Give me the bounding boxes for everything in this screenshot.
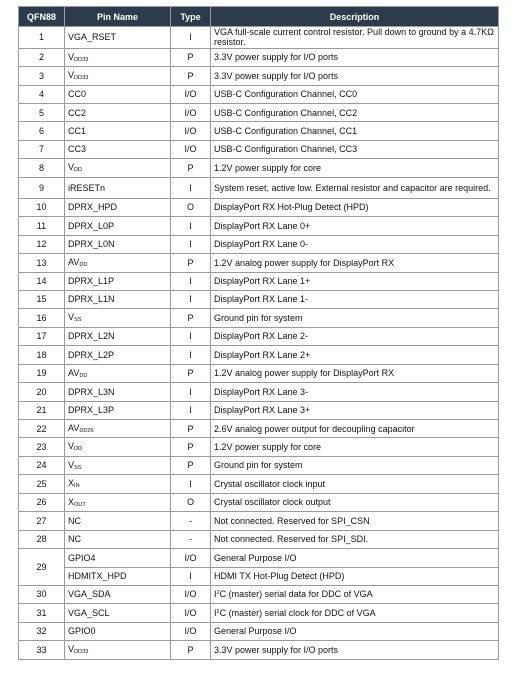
pin-name-text: AV — [68, 367, 80, 378]
description-text: USB-C Configuration Channel, CC2 — [214, 107, 358, 118]
pin-number-cell: 9 — [19, 177, 65, 198]
pin-description-cell — [211, 198, 499, 216]
description-text: Not connected. Reserved for SPI_SDI. — [214, 534, 369, 545]
table-row — [19, 290, 499, 308]
pin-type-cell: I/O — [171, 104, 211, 122]
description-text: DisplayPort RX Lane 3- — [214, 386, 309, 397]
pin-description-cell — [211, 420, 499, 438]
pin-type-cell: P — [171, 364, 211, 382]
pin-name-cell — [65, 420, 171, 438]
pin-description-cell — [211, 327, 499, 345]
pin-description-cell — [211, 585, 499, 603]
description-text: DisplayPort RX Lane 1- — [214, 294, 309, 305]
pin-type-cell: - — [171, 530, 211, 548]
pin-type-cell: I/O — [171, 140, 211, 158]
pin-name-subscript: DD — [79, 262, 88, 269]
pin-type-cell: P — [171, 48, 211, 66]
description-text: 3.3V power supply for I/O ports — [214, 52, 339, 63]
pin-number-cell: 31 — [19, 604, 65, 622]
table-row — [19, 549, 499, 567]
pin-name-text: CC0 — [68, 89, 87, 100]
pin-type-cell: I — [171, 475, 211, 493]
pin-description-cell — [211, 604, 499, 622]
description-text: Crystal oscillator clock output — [214, 497, 331, 508]
description-text: DisplayPort RX Lane 3+ — [214, 405, 311, 416]
pin-number-cell: 15 — [19, 290, 65, 308]
description-text-rest: C (master) serial clock for DDC of VGA — [219, 607, 376, 618]
pin-name-cell — [65, 622, 171, 640]
table-row — [19, 177, 499, 198]
pin-number-cell: 21 — [19, 401, 65, 419]
pin-number-cell: 14 — [19, 272, 65, 290]
pin-description-cell — [211, 401, 499, 419]
description-text: 3.3V power supply for I/O ports — [214, 70, 339, 81]
pin-name-text: V — [68, 459, 75, 470]
description-text: USB-C Configuration Channel, CC1 — [214, 125, 358, 136]
pin-name-cell — [65, 604, 171, 622]
pin-name-cell — [65, 346, 171, 364]
description-text: DisplayPort RX Lane 0- — [214, 239, 309, 250]
pin-type-cell: P — [171, 159, 211, 177]
table-row — [19, 122, 499, 140]
pin-name-text: AV — [68, 257, 80, 268]
description-text: General Purpose I/O — [214, 552, 297, 563]
pin-name-subscript: DD26 — [79, 428, 94, 434]
table-row — [19, 104, 499, 122]
pin-number-cell: 25 — [19, 475, 65, 493]
pin-description-cell — [211, 438, 499, 456]
pin-number-cell: 26 — [19, 493, 65, 511]
pin-name-cell — [65, 475, 171, 493]
pin-description-cell — [211, 104, 499, 122]
pin-name-text: X — [68, 478, 75, 489]
pin-description-cell — [211, 383, 499, 401]
description-text: HDMI TX Hot-Plug Detect (HPD) — [214, 571, 345, 582]
pin-description-table — [18, 6, 499, 660]
pin-number-cell: 20 — [19, 383, 65, 401]
pin-number-cell: 17 — [19, 327, 65, 345]
table-row — [19, 493, 499, 511]
description-text: 3.3V power supply for I/O ports — [214, 644, 339, 655]
pin-description-cell — [211, 456, 499, 474]
pin-name-text: HDMITX_HPD — [68, 571, 127, 582]
pin-name-cell — [65, 309, 171, 327]
pin-type-cell: I — [171, 327, 211, 345]
pin-type-cell: I — [171, 272, 211, 290]
pin-name-text: GPIO0 — [68, 626, 96, 637]
pin-type-cell: I — [171, 567, 211, 585]
table-row — [19, 85, 499, 103]
table-row — [19, 364, 499, 382]
table-row — [19, 401, 499, 419]
pin-type-cell: O — [171, 493, 211, 511]
description-text: Ground pin for system — [214, 312, 303, 323]
pin-number-cell: 1 — [19, 27, 65, 49]
pin-description-cell — [211, 235, 499, 253]
pin-number-cell: 6 — [19, 122, 65, 140]
pin-name-text: V — [68, 644, 75, 655]
pin-description-cell — [211, 622, 499, 640]
pin-type-cell: I — [171, 235, 211, 253]
pin-name-text: DPRX_HPD — [68, 202, 118, 213]
pin-type-cell: I/O — [171, 585, 211, 603]
pin-name-cell — [65, 198, 171, 216]
pin-name-text: AV — [68, 423, 80, 433]
pin-name-subscript: SS — [74, 464, 82, 471]
pin-description-cell — [211, 530, 499, 548]
description-text: USB-C Configuration Channel, CC3 — [214, 144, 358, 155]
pin-name-cell — [65, 235, 171, 253]
pin-name-text: DPRX_L0P — [68, 220, 115, 231]
pin-number-cell: 18 — [19, 346, 65, 364]
pin-name-cell — [65, 48, 171, 66]
pin-name-text: iRESETn — [68, 182, 106, 193]
description-text: DisplayPort RX Lane 1+ — [214, 276, 311, 287]
pin-number-cell: 3 — [19, 67, 65, 85]
pin-name-subscript: DD — [74, 446, 83, 453]
pin-type-cell: I/O — [171, 604, 211, 622]
pin-name-subscript: DD — [74, 167, 83, 174]
table-row — [19, 159, 499, 177]
description-text: DisplayPort RX Lane 0+ — [214, 220, 311, 231]
pin-name-text: CC2 — [68, 107, 87, 118]
table-row — [19, 254, 499, 272]
pin-name-cell — [65, 217, 171, 235]
pin-name-cell — [65, 383, 171, 401]
pin-type-cell: P — [171, 309, 211, 327]
table-row — [19, 585, 499, 603]
pin-number-cell: 16 — [19, 309, 65, 327]
pin-name-cell — [65, 290, 171, 308]
pin-number-cell: 4 — [19, 85, 65, 103]
pin-description-cell — [211, 122, 499, 140]
table-row — [19, 383, 499, 401]
table-row — [19, 622, 499, 640]
pin-type-cell: I — [171, 27, 211, 49]
pin-type-cell: I — [171, 346, 211, 364]
pin-description-cell — [211, 177, 499, 198]
pin-number-cell: 23 — [19, 438, 65, 456]
pin-type-cell: I/O — [171, 622, 211, 640]
pin-name-subscript: OUT — [74, 501, 86, 508]
description-text: USB-C Configuration Channel, CC0 — [214, 89, 358, 100]
pin-number-cell: 11 — [19, 217, 65, 235]
pin-name-cell — [65, 493, 171, 511]
pin-name-text: VGA_SDA — [68, 589, 111, 600]
pin-number-cell: 22 — [19, 420, 65, 438]
pin-description-cell — [211, 493, 499, 511]
pin-number-cell: 7 — [19, 140, 65, 158]
table-header-row — [19, 7, 499, 27]
pin-name-cell — [65, 549, 171, 567]
pin-description-cell — [211, 217, 499, 235]
pin-name-cell — [65, 67, 171, 85]
pin-name-cell — [65, 177, 171, 198]
description-text: 2.6V analog power output for decoupling capacitor — [214, 423, 415, 434]
pin-number-cell: 12 — [19, 235, 65, 253]
description-superscript: 2 — [216, 608, 220, 615]
pin-name-text: VGA_RSET — [68, 32, 117, 43]
table-row — [19, 604, 499, 622]
pin-name-subscript: DD — [79, 372, 88, 379]
header-type: Type — [171, 7, 211, 27]
pin-number-cell: 2 — [19, 48, 65, 66]
pin-name-text: V — [68, 312, 75, 323]
description-text: I — [214, 589, 217, 600]
pin-name-text: NC — [68, 515, 81, 526]
pin-name-text: V — [68, 51, 75, 62]
pin-number-cell: 24 — [19, 456, 65, 474]
pin-name-cell — [65, 27, 171, 49]
pin-description-cell — [211, 67, 499, 85]
pin-name-text: V — [68, 441, 75, 452]
pin-number-cell: 29 — [19, 549, 65, 586]
pin-description-cell — [211, 85, 499, 103]
description-text: 1.2V analog power supply for DisplayPort RX — [214, 368, 395, 379]
pin-name-text: DPRX_L3P — [68, 405, 115, 416]
description-text-rest: C (master) serial data for DDC of VGA — [219, 589, 373, 600]
pin-type-cell: I — [171, 217, 211, 235]
pin-description-cell — [211, 309, 499, 327]
pin-name-subscript: DD33 — [74, 649, 89, 656]
table-row — [19, 456, 499, 474]
pin-type-cell: I/O — [171, 549, 211, 567]
pin-type-cell: I — [171, 383, 211, 401]
pin-name-cell — [65, 254, 171, 272]
pin-name-cell — [65, 327, 171, 345]
pin-name-cell — [65, 401, 171, 419]
pin-name-subscript: SS — [74, 317, 82, 324]
table-row — [19, 346, 499, 364]
pin-description-cell — [211, 475, 499, 493]
pin-number-cell: 33 — [19, 641, 65, 659]
description-text: 1.2V analog power supply for DisplayPort RX — [214, 257, 395, 268]
pin-name-text: DPRX_L2P — [68, 349, 115, 360]
pin-name-cell — [65, 159, 171, 177]
pin-name-text: DPRX_L2N — [68, 331, 115, 342]
description-text: DisplayPort RX Lane 2- — [214, 331, 309, 342]
description-text: Ground pin for system — [214, 460, 303, 471]
header-pin-name: Pin Name — [65, 7, 171, 27]
pin-name-cell — [65, 456, 171, 474]
pin-name-cell — [65, 567, 171, 585]
pin-type-cell: P — [171, 641, 211, 659]
table-row — [19, 512, 499, 530]
description-text: System reset, active low. External resistor and capacitor are required. — [214, 182, 491, 193]
description-text: Crystal oscillator clock input — [214, 478, 326, 489]
description-text: VGA full-scale current control resistor. Pull down to ground by a 4.7KΩ resistor. — [214, 27, 494, 48]
pin-description-cell — [211, 641, 499, 659]
pin-type-cell: I — [171, 177, 211, 198]
pin-number-cell: 28 — [19, 530, 65, 548]
pin-number-cell: 8 — [19, 159, 65, 177]
pin-number-cell: 27 — [19, 512, 65, 530]
pin-number-cell: 5 — [19, 104, 65, 122]
description-text: DisplayPort RX Hot-Plug Detect (HPD) — [214, 202, 369, 213]
pin-type-cell: P — [171, 420, 211, 438]
description-text: DisplayPort RX Lane 2+ — [214, 349, 311, 360]
pin-description-cell — [211, 48, 499, 66]
pin-name-cell — [65, 585, 171, 603]
pin-type-cell: I/O — [171, 122, 211, 140]
table-row — [19, 198, 499, 216]
pin-type-cell: - — [171, 512, 211, 530]
pin-name-text: X — [68, 496, 75, 507]
pin-number-cell: 19 — [19, 364, 65, 382]
pin-description-cell — [211, 159, 499, 177]
table-row — [19, 530, 499, 548]
pin-name-text: DPRX_L3N — [68, 386, 115, 397]
pin-description-cell — [211, 290, 499, 308]
pin-type-cell: O — [171, 198, 211, 216]
table-row — [19, 475, 499, 493]
table-row — [19, 438, 499, 456]
description-text: General Purpose I/O — [214, 626, 297, 637]
pin-type-cell: I/O — [171, 85, 211, 103]
table-row — [19, 140, 499, 158]
pin-description-cell — [211, 512, 499, 530]
pin-number-cell: 30 — [19, 585, 65, 603]
pin-name-text: DPRX_L1P — [68, 276, 115, 287]
description-text: I — [214, 607, 217, 618]
pin-name-cell — [65, 272, 171, 290]
pin-name-text: V — [68, 70, 75, 81]
pin-description-cell — [211, 27, 499, 49]
pin-name-text: DPRX_L0N — [68, 239, 115, 250]
table-row — [19, 309, 499, 327]
table-row — [19, 327, 499, 345]
pin-name-subscript: IN — [74, 483, 80, 490]
pin-name-cell — [65, 140, 171, 158]
pin-name-cell — [65, 85, 171, 103]
header-qfn88: QFN88 — [19, 7, 65, 27]
description-text: 1.2V power supply for core — [214, 162, 322, 173]
table-row — [19, 27, 499, 49]
pin-name-text: GPIO4 — [68, 552, 96, 563]
pin-name-cell — [65, 530, 171, 548]
cropped-caption-fragment — [0, 0, 514, 4]
table-row — [19, 67, 499, 85]
pin-description-cell — [211, 254, 499, 272]
pin-number-cell: 32 — [19, 622, 65, 640]
pin-name-text: CC3 — [68, 144, 87, 155]
pin-description-cell — [211, 272, 499, 290]
pin-number-cell: 13 — [19, 254, 65, 272]
pin-name-cell — [65, 641, 171, 659]
pin-name-text: DPRX_L1N — [68, 294, 115, 305]
pin-type-cell: P — [171, 67, 211, 85]
table-body — [19, 27, 499, 660]
header-description: Description — [211, 7, 499, 27]
pin-name-text: VGA_SCL — [68, 607, 110, 618]
pin-name-text: V — [68, 162, 75, 173]
pin-name-cell — [65, 104, 171, 122]
pin-name-subscript: DD33 — [74, 75, 89, 82]
pin-description-cell — [211, 549, 499, 567]
description-text: 1.2V power supply for core — [214, 441, 322, 452]
table-row — [19, 48, 499, 66]
pin-name-cell — [65, 122, 171, 140]
table-row — [19, 217, 499, 235]
table-row — [19, 641, 499, 659]
pin-description-cell — [211, 567, 499, 585]
table-row — [19, 420, 499, 438]
pin-name-text: NC — [68, 534, 81, 545]
pin-number-cell: 10 — [19, 198, 65, 216]
pin-name-subscript: DD33 — [74, 56, 89, 63]
pin-type-cell: P — [171, 438, 211, 456]
pin-type-cell: I — [171, 401, 211, 419]
description-text: Not connected. Reserved for SPI_CSN — [214, 515, 370, 526]
table-row — [19, 567, 499, 585]
table-row — [19, 272, 499, 290]
pin-name-text: CC1 — [68, 125, 87, 136]
pin-description-cell — [211, 140, 499, 158]
pin-name-cell — [65, 512, 171, 530]
pin-name-cell — [65, 438, 171, 456]
pin-type-cell: I — [171, 290, 211, 308]
pin-type-cell: P — [171, 456, 211, 474]
pin-description-cell — [211, 364, 499, 382]
table-row — [19, 235, 499, 253]
description-superscript: 2 — [216, 590, 220, 597]
pin-name-cell — [65, 364, 171, 382]
pin-type-cell: P — [171, 254, 211, 272]
pin-description-cell — [211, 346, 499, 364]
